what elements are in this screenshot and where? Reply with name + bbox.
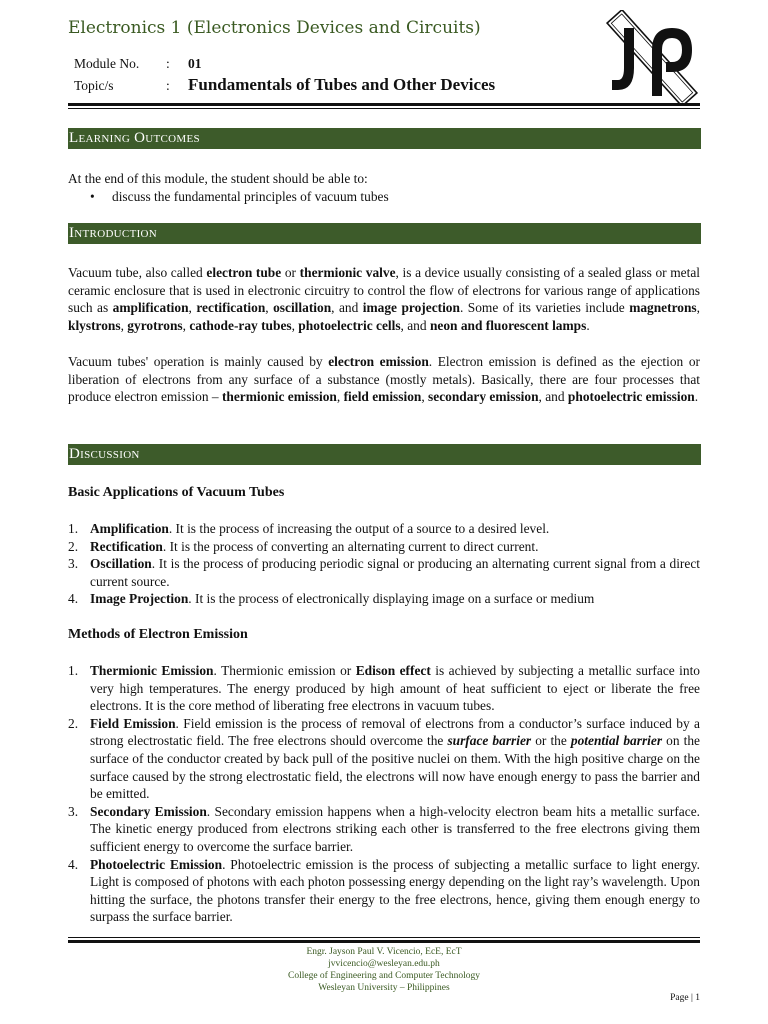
- text: .: [694, 389, 699, 405]
- jp-monogram-logo-icon: [604, 10, 700, 106]
- text: .: [586, 317, 590, 333]
- text: . Thermionic emission or: [213, 663, 356, 678]
- list-item: [68, 662, 700, 715]
- module-row: [74, 56, 202, 72]
- text: on the surface of the conductor created by back pull of the positive nuclei on them. With the high positive charge on the surface caused by the strong electrostatic field, the electrons will now have enough energy to pass the barrier and be emitted.: [90, 733, 700, 802]
- topic-value: Fundamentals of Tubes and Other Devices: [188, 75, 496, 94]
- text: . Photoelectric emission is the process of subjecting a metallic surface to light energy. Light is composed of photons with each photon possessing energy depending on the light ray’s wavelength. Upon hitting the surface, the photons transfer their energy to the free electrons, hence, giving them enough energy to surpass the surface barrier.: [90, 856, 700, 925]
- term: klystrons: [68, 317, 121, 333]
- text: ,: [291, 317, 299, 333]
- text: . Secondary emission happens when a high-velocity electron beam hits a metallic surface. The kinetic energy produced from electrons striking each other is transferred to the free electrons giving them sufficient energy to overcome the surface barrier.: [90, 803, 700, 854]
- term: Oscillation: [90, 556, 152, 572]
- term: image projection: [362, 300, 460, 316]
- topic-row: [74, 75, 495, 95]
- list-item: [68, 856, 700, 926]
- module-value: 01: [188, 56, 202, 71]
- text: ,: [421, 389, 429, 405]
- list-item: [68, 538, 700, 556]
- introduction-paragraph-1: [68, 264, 700, 334]
- text: is achieved by subjecting a metallic surface into very high temperatures. The energy produced by high amount of heat sufficient to eject or liberate the free electrons. It is the core method of liberating free electrons in vacuum tubes.: [90, 663, 700, 714]
- item-number: 4.: [68, 856, 79, 872]
- bullet-icon: •: [90, 189, 95, 204]
- footer-university: Wesleyan University – Philippines: [318, 983, 450, 993]
- term: secondary emission: [428, 389, 539, 405]
- text: . It is the process of converting an alternating current to direct current.: [162, 538, 539, 554]
- text: . It is the process of producing periodic signal or producing an alternating current signal from a direct current source.: [90, 556, 700, 589]
- text: Vacuum tube, also called: [68, 265, 207, 280]
- text: ,: [182, 317, 190, 333]
- introduction-paragraph-2: [68, 353, 700, 406]
- term: rectification: [196, 300, 266, 316]
- topic-label: Topic/s: [74, 78, 114, 93]
- text: ,: [336, 389, 344, 405]
- text: , and: [331, 300, 363, 316]
- footer-college: College of Engineering and Computer Technology: [287, 971, 481, 981]
- outcome-text: discuss the fundamental principles of vacuum tubes: [112, 189, 389, 204]
- list-item: [68, 590, 700, 608]
- term: neon and fluorescent lamps: [429, 317, 587, 333]
- term: potential barrier: [570, 733, 663, 749]
- term: photoelectric cells: [298, 317, 401, 333]
- term: Photoelectric Emission: [90, 856, 223, 872]
- text: . Some of its varieties include: [459, 300, 630, 316]
- term: thermionic valve: [299, 265, 396, 280]
- term: electron emission: [328, 354, 429, 369]
- list-item: [90, 188, 700, 206]
- term: photoelectric emission: [567, 389, 695, 405]
- footer-email: jvvicencio@wesleyan.edu.ph: [328, 959, 440, 969]
- item-number: 3.: [68, 803, 79, 819]
- term: electron tube: [206, 265, 282, 280]
- term: thermionic emission: [221, 389, 337, 405]
- list-item: [68, 715, 700, 803]
- discussion-heading: Discussion: [68, 444, 701, 465]
- item-number: 4.: [68, 591, 79, 607]
- applications-list: [68, 520, 700, 608]
- item-number: 1.: [68, 663, 79, 678]
- footer-author: Engr. Jayson Paul V. Vicencio, EcE, EcT: [306, 947, 462, 957]
- term: gyrotrons: [127, 317, 183, 333]
- item-number: 3.: [68, 556, 79, 572]
- text: ,: [696, 300, 700, 316]
- module-label: Module No.: [74, 56, 140, 71]
- text: Vacuum tubes' operation is mainly caused by: [68, 354, 329, 369]
- term: Rectification: [90, 538, 163, 554]
- list-item: [68, 803, 700, 856]
- text: ,: [265, 300, 274, 316]
- module-colon: :: [166, 56, 170, 71]
- applications-title: Basic Applications of Vacuum Tubes: [68, 485, 285, 500]
- text: or the: [531, 733, 571, 749]
- term: Thermionic Emission: [90, 663, 214, 678]
- topic-colon: :: [166, 78, 170, 93]
- term: Edison effect: [355, 663, 431, 678]
- text: , and: [400, 317, 430, 333]
- learning-outcomes-list: [90, 188, 700, 206]
- text: , is a device usually consisting of a sealed glass or metal ceramic enclosure that is used in electronic circuitry to control the flow of electrons for various range of applications such as: [68, 265, 700, 316]
- item-number: 2.: [68, 715, 79, 731]
- footer-rule-thick: [68, 940, 700, 943]
- text: ,: [188, 300, 197, 316]
- methods-title: Methods of Electron Emission: [68, 627, 248, 642]
- term: surface barrier: [447, 733, 532, 749]
- methods-list: [68, 662, 700, 926]
- item-number: 1.: [68, 521, 79, 536]
- term: Image Projection: [90, 591, 189, 607]
- header-rule-thin: [68, 108, 700, 109]
- text: . Electron emission is defined as the ejection or liberation of electrons from any surface of a substance (mostly metals). Basically, there are four processes that produce electron emission –: [68, 354, 700, 405]
- term: Field Emission: [90, 715, 176, 731]
- term: oscillation: [273, 300, 332, 316]
- page-number: Page | 1: [670, 993, 700, 1003]
- learning-outcomes-intro: At the end of this module, the student should be able to:: [68, 171, 368, 186]
- learning-outcomes-heading: Learning Outcomes: [68, 128, 701, 149]
- term: amplification: [112, 300, 189, 316]
- term: cathode-ray tubes: [189, 317, 292, 333]
- text: , and: [538, 389, 568, 405]
- term: field emission: [343, 389, 422, 405]
- footer-rule-thin: [68, 937, 700, 938]
- term: magnetrons: [629, 300, 697, 316]
- item-number: 2.: [68, 538, 79, 554]
- list-item: [68, 555, 700, 590]
- text: or: [281, 265, 300, 280]
- text: . It is the process of increasing the output of a source to a desired level.: [168, 521, 550, 536]
- term: Secondary Emission: [90, 803, 207, 819]
- text: . It is the process of electronically displaying image on a surface or medium: [188, 591, 595, 607]
- list-item: [68, 520, 700, 538]
- introduction-heading: Introduction: [68, 223, 701, 244]
- course-title: Electronics 1 (Electronics Devices and Circuits): [68, 18, 481, 38]
- text: . Field emission is the process of removal of electrons from a conductor’s surface induced by a strong electrostatic field. The free electrons should overcome the: [90, 715, 700, 749]
- term: Amplification: [90, 521, 169, 536]
- text: ,: [120, 317, 128, 333]
- footer: [68, 946, 700, 994]
